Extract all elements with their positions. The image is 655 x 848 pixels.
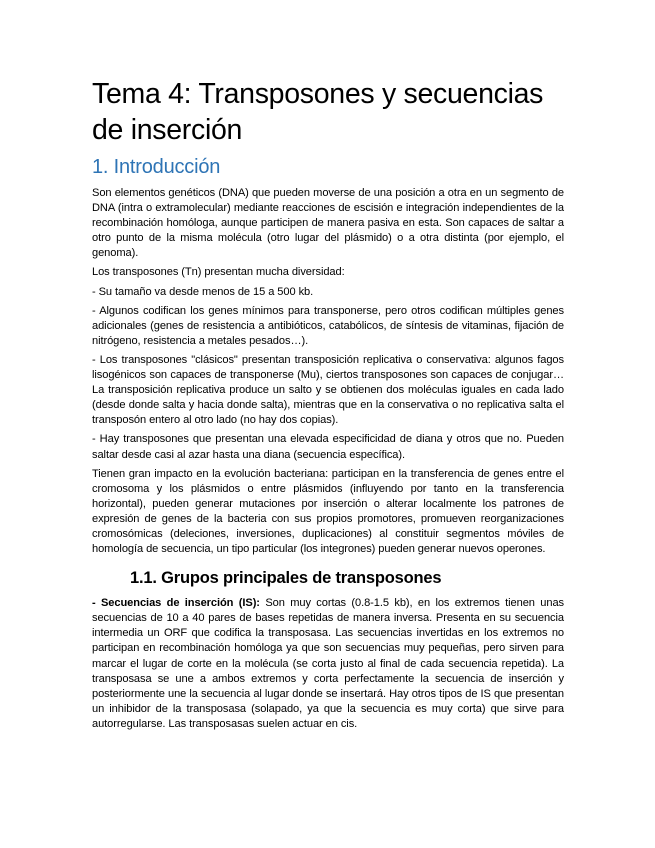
section-heading-introduccion: 1. Introducción [92,156,221,178]
list-item-size: - Su tamaño va desde menos de 15 a 500 kb. [92,285,314,298]
paragraph-definition: Son elementos genéticos (DNA) que pueden moverse de una posición a otra en un segmento de DNA (intra o extramolecular) mediante reacciones de escisión e integración independientes de la recombinación homóloga, aunque participen de manera pasiva en esta. Son capaces de saltar a otro punto de la misma molécula (otro lugar del plásmido) o a otra distinta (por ejemplo, el genoma). [92,187,564,260]
paragraph-insertion-sequences [92,596,564,732]
list-item-target-specificity: - Hay transposones que presentan una elevada especificidad de diana y otros que no. Pueden saltar desde casi al azar hasta una diana (secuencia específica). [92,433,564,461]
is-label: - Secuencias de inserción (IS): [92,597,260,610]
list-item-classic-transposons: - Los transposones "clásicos" presentan transposición replicativa o conservativa: algunos fagos lisogénicos son capaces de transponerse (Mu), ciertos transposones son capaces de conjugar… La transposición replicativa produce un salto y se obtienen dos moléculas iguales en cada lado (desde donde salta y hacia donde salta), mientras que en la conservativa o no replicativa salta el transposón entero al otro lado (no hay dos copias). [92,353,564,427]
paragraph-evolution-impact: Tienen gran impacto en la evolución bacteriana: participan en la transferencia de genes entre el cromosoma y los plásmidos o entre plásmidos (influyendo por tanto en la transferencia horizontal), pueden generar mutaciones por inserción o alterar localmente los patrones de expresión de genes de la bacteria con sus propios promotores, promueven reorganizaciones cromosómicas (deleciones, inversiones, duplicaciones) al constituir segmentos móviles de homología de secuencia, un tipo particular (los integrones) pueden generar nuevos operones. [92,467,564,556]
paragraph-diversity-intro: Los transposones (Tn) presentan mucha diversidad: [92,266,345,279]
is-text: Son muy cortas (0.8-1.5 kb), en los extremos tienen unas secuencias de 10 a 40 pares de bases repetidas de manera inversa. Presenta en su secuencia intermedia un ORF que codifica la transposasa. Las secuencias invertidas en los extremos no participan en recombinación homóloga ya que son secuencias muy pequeñas, pero sirven para marcar el lugar de corte en la molécula (se corta justo al final de cada secuencia repetida). La transposasa se une a ambos extremos y corta perfectamente la secuencia de inserción y posteriormente une la secuencia al lugar donde se insertará. Hay otros tipos de IS que presentan un inhibidor de la transposasa (solapado, ya que la secuencia es muy corta) que sirve para autorregularse. Las transposasas suelen actuar en cis. [92,597,564,730]
list-item-genes: - Algunos codifican los genes mínimos para transponerse, pero otros codifican múltiples genes adicionales (genes de resistencia a antibióticos, catabólicos, de síntesis de vitaminas, fijación de nitrógeno, resistencia a metales pesados…). [92,304,564,347]
document-title: Tema 4: Transposones y secuencias de inserción [92,78,544,146]
subsection-heading-grupos: 1.1. Grupos principales de transposones [130,569,442,588]
document-page [92,76,564,736]
